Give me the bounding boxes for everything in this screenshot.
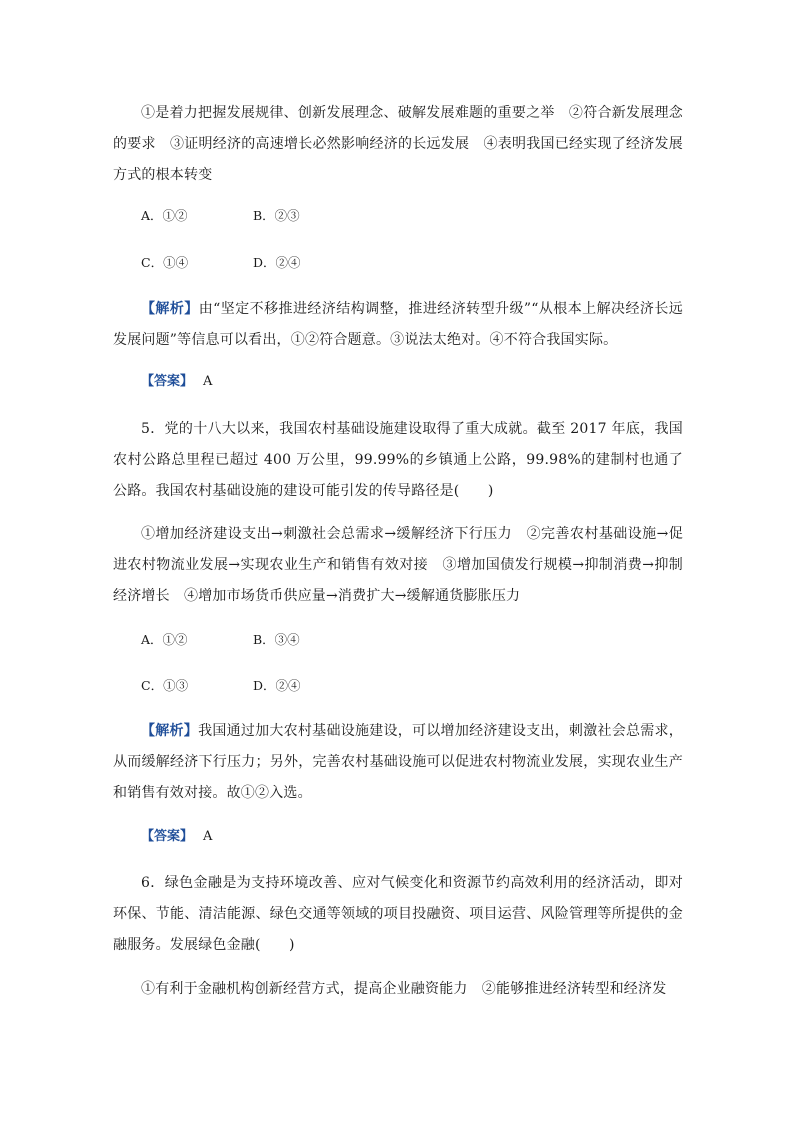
q6-options-partial: ①有利于金融机构创新经营方式，提高企业融资能力 ②能够推进经济转型和经济发 — [141, 981, 667, 997]
q4-answer — [141, 372, 212, 392]
q4-choices-row-2 — [141, 253, 301, 273]
q5-choice-d: D．②④ — [253, 678, 301, 693]
q4-choices-row-1 — [141, 206, 300, 226]
q4-choice-d: D．②④ — [253, 255, 301, 270]
q5-stem: 5．党的十八大以来，我国农村基础设施建设取得了重大成就。截至 2017 年底，我国农村公路总里程已超过 400 万公里，99.99%的乡镇通上公路，99.98%的建制村也通了公路。我国农村基础设施的建设可能引发的传导路径是( ) — [113, 421, 683, 499]
q5-options-text: ①增加经济建设支出→刺激社会总需求→缓解经济下行压力 ②完善农村基础设施→促进农村物流业发展→实现农业生产和销售有效对接 ③增加国债发行规模→抑制消费→抑制经济增长 ④增加市场货币供应量→消费扩大→缓解通货膨胀压力 — [113, 526, 683, 604]
q4-options-text: ①是着力把握发展规律、创新发展理念、破解发展难题的重要之举 ②符合新发展理念的要求 ③证明经济的高速增长必然影响经济的长远发展 ④表明我国已经实现了经济发展方式的根本转变 — [113, 105, 683, 183]
q5-answer-value: A — [203, 829, 213, 844]
q5-answer-tag: 【答案】 — [141, 829, 194, 844]
q5-analysis — [113, 716, 683, 809]
q4-analysis — [113, 294, 683, 356]
q4-choice-c: C．①④ — [141, 255, 189, 270]
q4-choice-b: B．②③ — [253, 208, 300, 223]
q5-analysis-tag: 【解析】 — [141, 723, 199, 739]
q4-analysis-tag: 【解析】 — [141, 301, 199, 317]
q5-choice-a: A．①② — [141, 632, 188, 647]
q5-choices-row-1 — [141, 630, 300, 650]
q5-answer — [141, 827, 212, 847]
q4-answer-tag: 【答案】 — [141, 374, 194, 389]
q4-answer-value: A — [203, 374, 213, 389]
q6-stem: 6．绿色金融是为支持环境改善、应对气候变化和资源节约高效利用的经济活动，即对环保、节能、清洁能源、绿色交通等领域的项目投融资、项目运营、风险管理等所提供的金融服务。发展绿色金融( ) — [113, 875, 683, 953]
q5-choice-c: C．①③ — [141, 678, 189, 693]
q5-choices-row-2 — [141, 676, 301, 696]
q5-choice-b: B．③④ — [253, 632, 300, 647]
q4-analysis-text: 由“坚定不移推进经济结构调整，推进经济转型升级”“从根本上解决经济长远发展问题”等信息可以看出，①②符合题意。③说法太绝对。④不符合我国实际。 — [113, 301, 683, 348]
q5-analysis-text: 我国通过加大农村基础设施建设，可以增加经济建设支出，刺激社会总需求，从而缓解经济下行压力；另外，完善农村基础设施可以促进农村物流业发展，实现农业生产和销售有效对接。故①②入选。 — [113, 723, 683, 801]
q4-choice-a: A．①② — [141, 208, 188, 223]
